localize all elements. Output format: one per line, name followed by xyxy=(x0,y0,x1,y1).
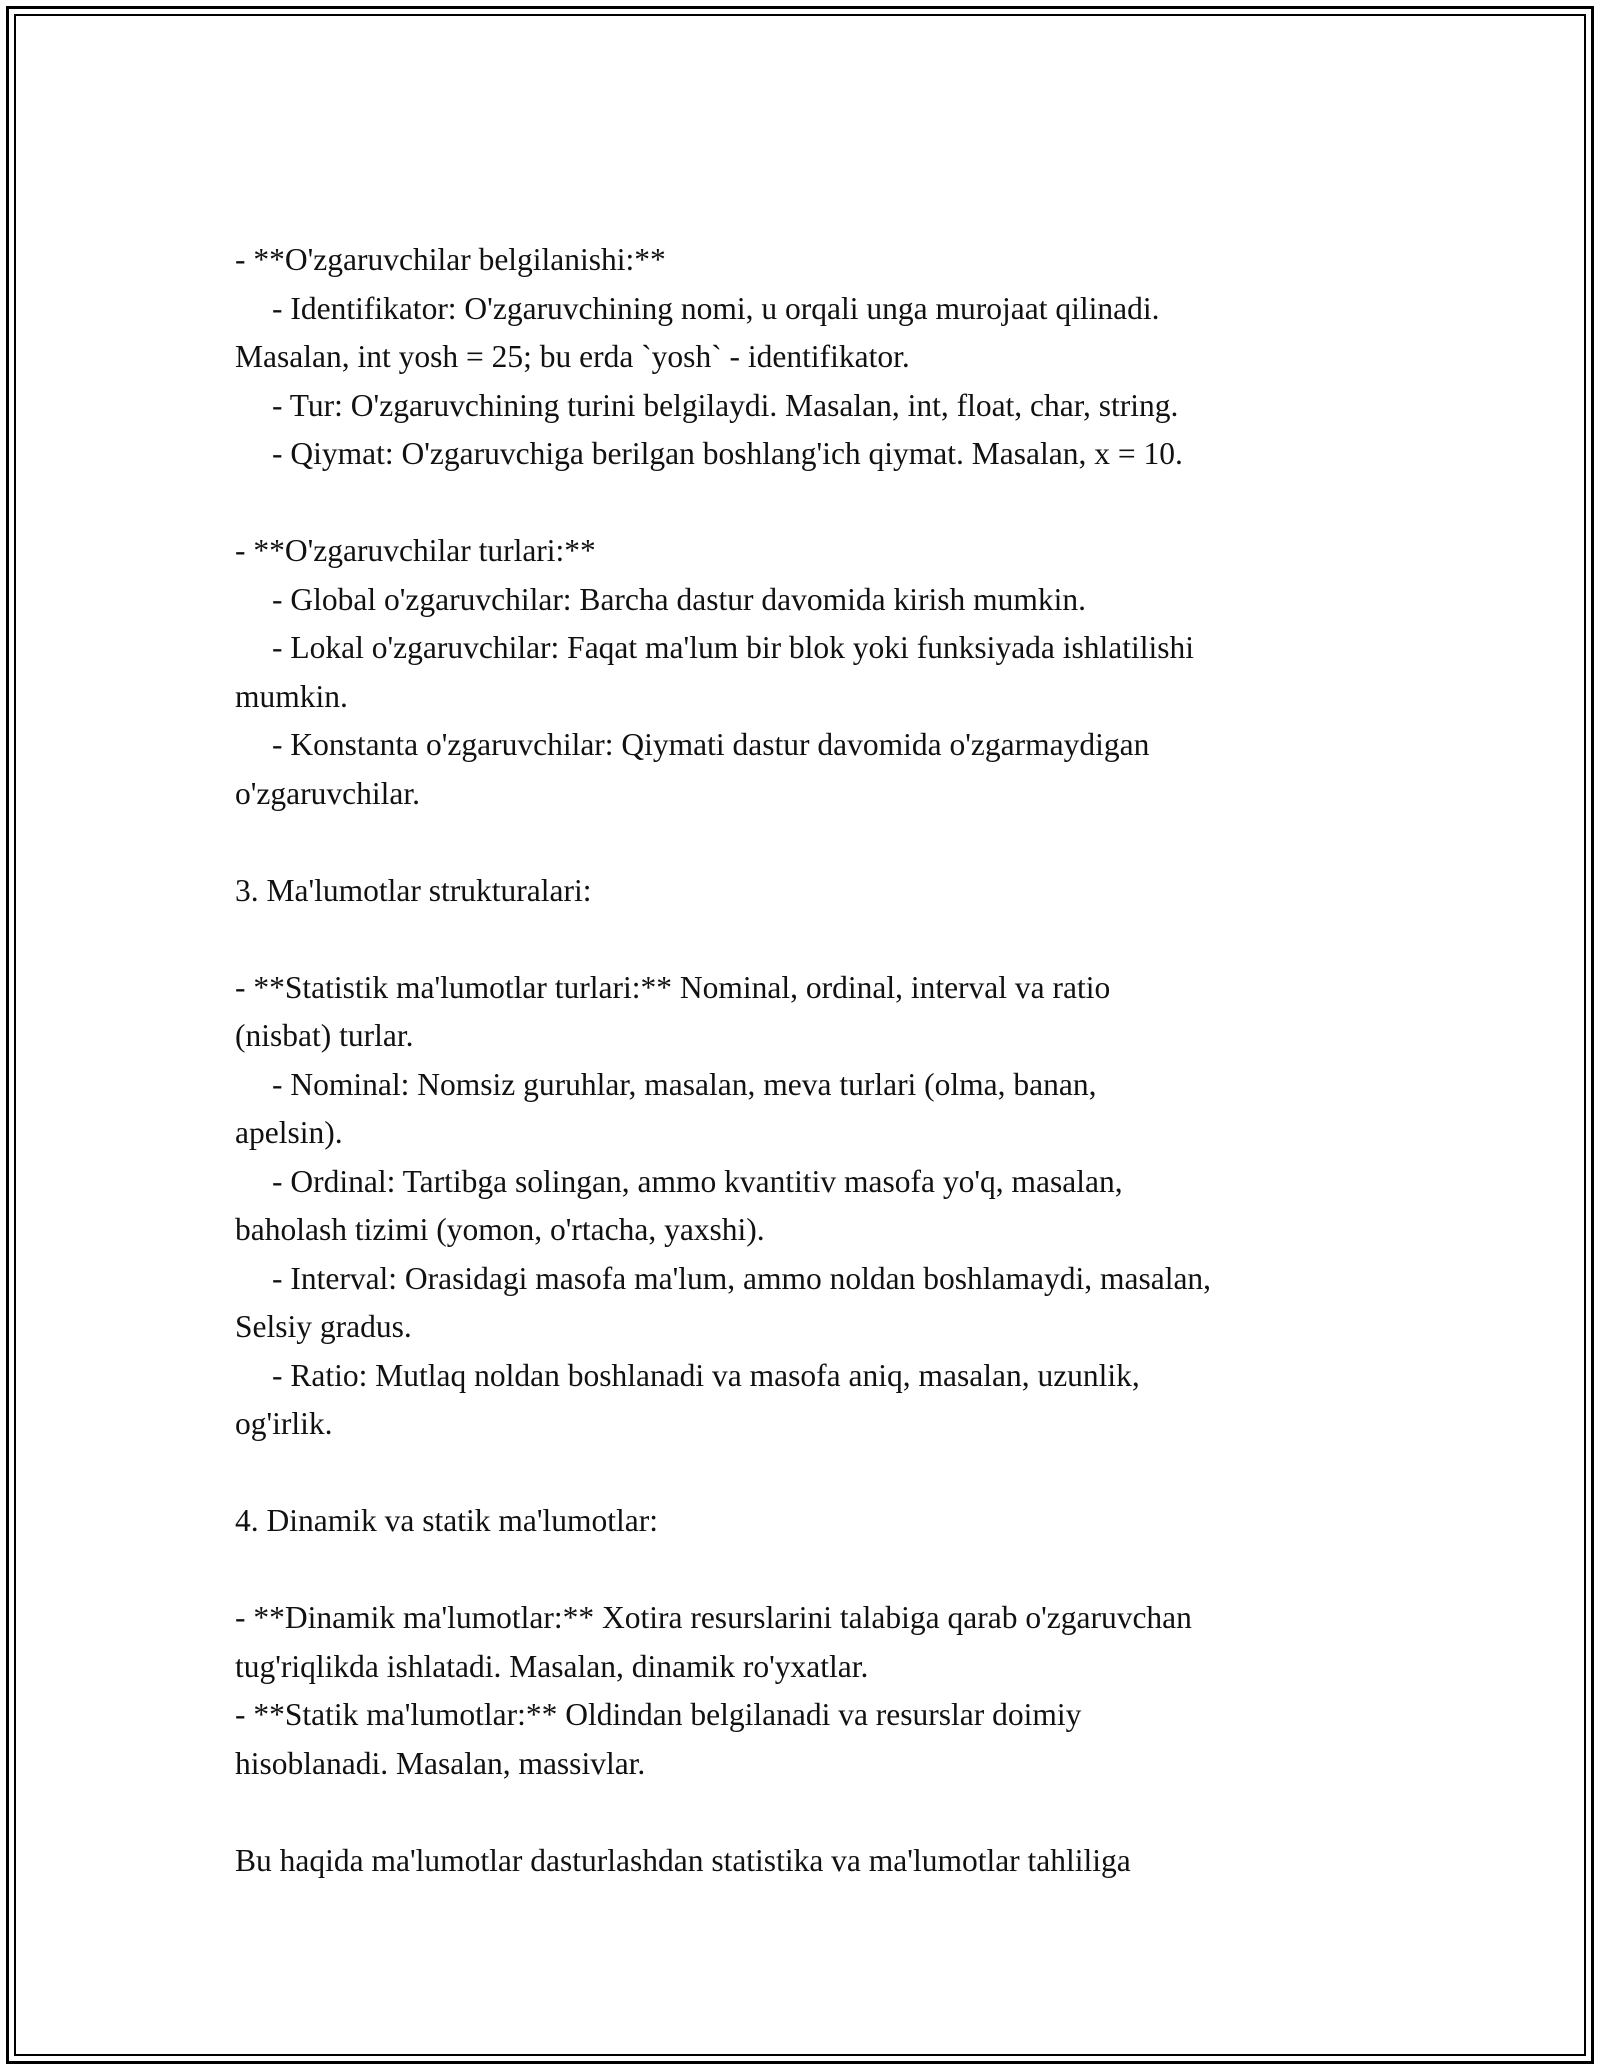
blank-line xyxy=(235,915,1375,964)
sub-bullet-value: - Qiymat: O'zgaruvchiga berilgan boshlang'ich qiymat. Masalan, x = 10. xyxy=(272,436,1183,471)
sub-bullet-constant: - Konstanta o'zgaruvchilar: Qiymati dastur davomida o'zgarmaydigan xyxy=(272,727,1150,762)
sub-bullet-global: - Global o'zgaruvchilar: Barcha dastur davomida kirish mumkin. xyxy=(272,581,1086,617)
sub-bullet-local: - Lokal o'zgaruvchilar: Faqat ma'lum bir blok yoki funksiyada ishlatilishi xyxy=(272,630,1195,665)
text-line: mumkin. xyxy=(235,678,348,714)
text-line: (nisbat) turlar. xyxy=(235,1018,414,1053)
section-heading-data-structures: 3. Ma'lumotlar strukturalari: xyxy=(235,872,592,908)
bullet-heading-variable-types: - **O'zgaruvchilar turlari:** xyxy=(235,533,596,568)
text-line: Selsiy gradus. xyxy=(235,1309,412,1344)
blank-line xyxy=(235,479,1375,528)
blank-line xyxy=(235,1546,1375,1595)
text-line: apelsin). xyxy=(235,1115,343,1150)
bullet-dynamic-data: - **Dinamik ma'lumotlar:** Xotira resurslarini talabiga qarab o'zgaruvchan xyxy=(235,1600,1192,1635)
bullet-static-data: - **Statik ma'lumotlar:** Oldindan belgilanadi va resurslar doimiy xyxy=(235,1697,1082,1732)
blank-line xyxy=(235,1449,1375,1498)
blank-line xyxy=(235,818,1375,867)
text-line: tug'riqlikda ishlatadi. Masalan, dinamik ro'yxatlar. xyxy=(235,1648,869,1684)
blank-line xyxy=(235,1788,1375,1837)
sub-bullet-ratio: - Ratio: Mutlaq noldan boshlanadi va masofa aniq, masalan, uzunlik, xyxy=(272,1357,1140,1393)
text-line: hisoblanadi. Masalan, massivlar. xyxy=(235,1745,646,1781)
sub-bullet-identifier: - Identifikator: O'zgaruvchining nomi, u orqali unga murojaat qilinadi. xyxy=(272,290,1160,326)
sub-bullet-type: - Tur: O'zgaruvchining turini belgilaydi. Masalan, int, float, char, string. xyxy=(272,387,1179,423)
text-line: o'zgaruvchilar. xyxy=(235,775,420,811)
sub-bullet-interval: - Interval: Orasidagi masofa ma'lum, ammo noldan boshlamaydi, masalan, xyxy=(272,1260,1212,1296)
text-line: og'irlik. xyxy=(235,1406,333,1441)
sub-bullet-ordinal: - Ordinal: Tartibga solingan, ammo kvantitiv masofa yo'q, masalan, xyxy=(272,1163,1123,1199)
bullet-statistical-data-types: - **Statistik ma'lumotlar turlari:** Nominal, ordinal, interval va ratio xyxy=(235,969,1111,1005)
bullet-heading-variable-notation: - **O'zgaruvchilar belgilanishi:** xyxy=(235,242,666,277)
document-body xyxy=(235,236,1375,1885)
text-line: baholash tizimi (yomon, o'rtacha, yaxshi). xyxy=(235,1212,765,1247)
section-heading-dynamic-static: 4. Dinamik va statik ma'lumotlar: xyxy=(235,1503,658,1538)
text-line: Masalan, int yosh = 25; bu erda `yosh` - identifikator. xyxy=(235,339,910,374)
closing-paragraph-line: Bu haqida ma'lumotlar dasturlashdan statistika va ma'lumotlar tahliliga xyxy=(235,1842,1131,1878)
sub-bullet-nominal: - Nominal: Nomsiz guruhlar, masalan, meva turlari (olma, banan, xyxy=(272,1066,1097,1102)
